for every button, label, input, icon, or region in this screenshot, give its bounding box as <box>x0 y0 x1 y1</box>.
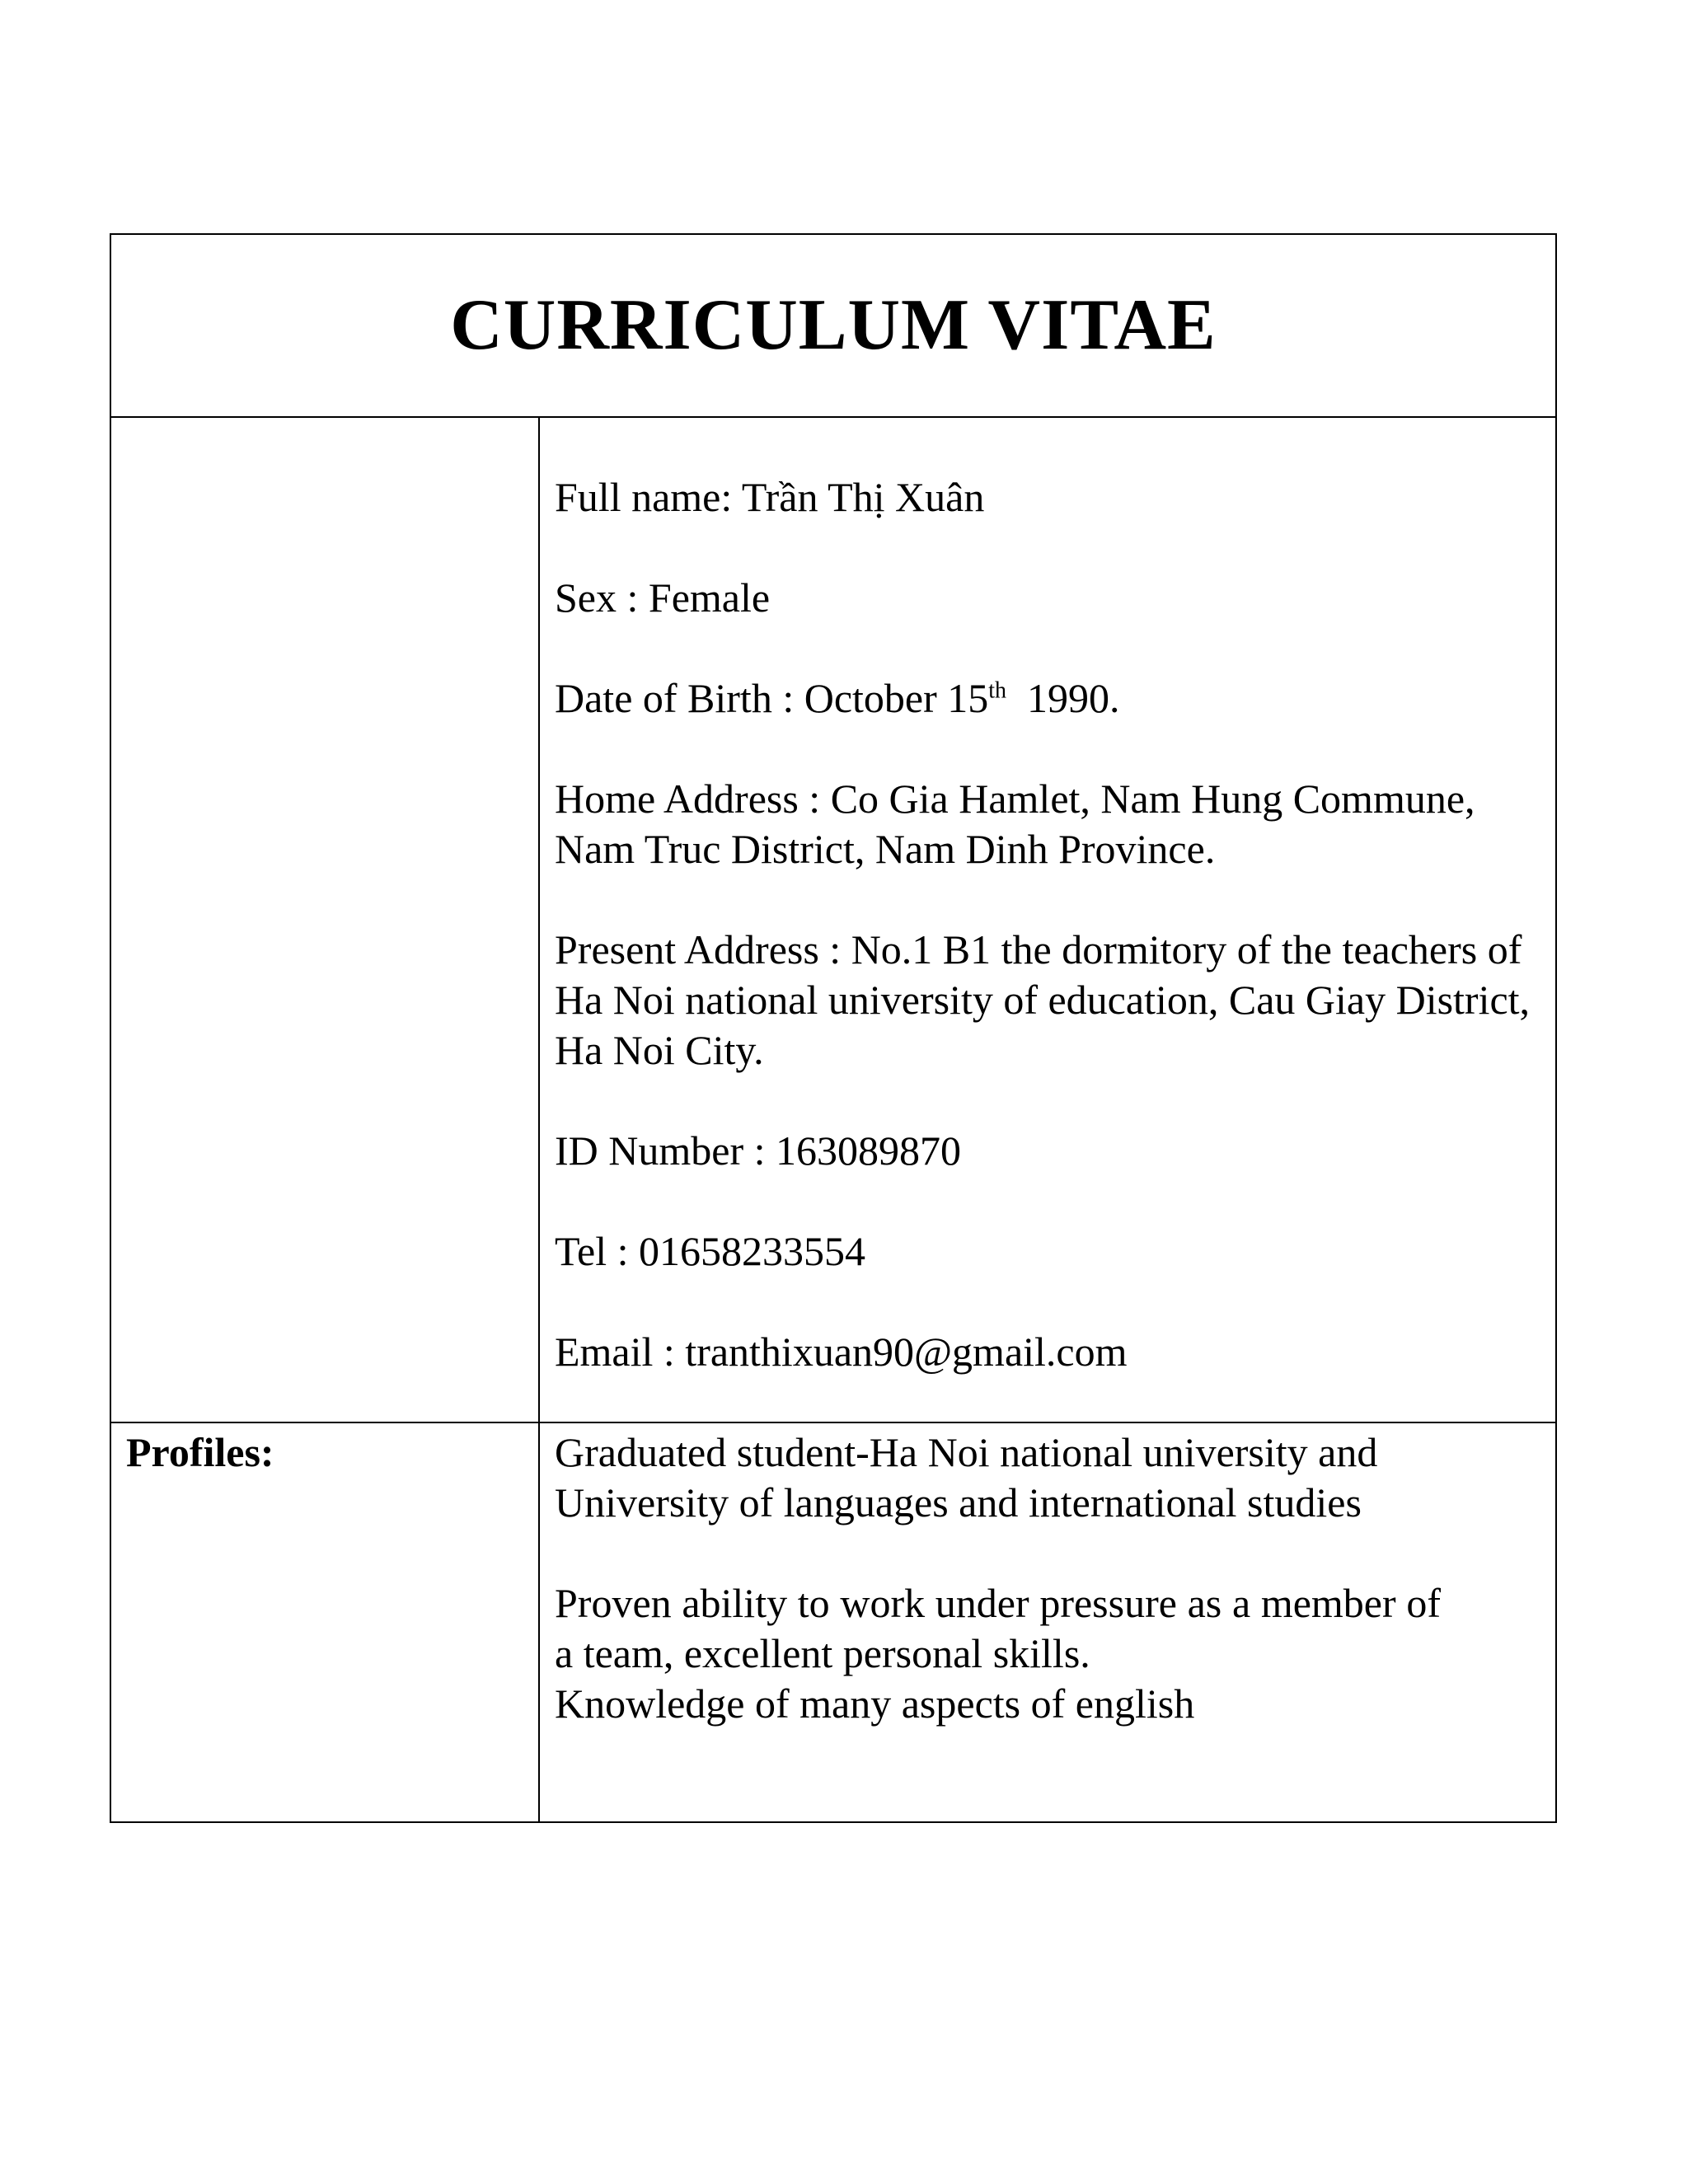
profiles-skills-text: Proven ability to work under pressure as a member of a team, excellent personal skills. <box>555 1580 1441 1676</box>
personal-info-cell <box>555 472 1544 1377</box>
id-number: ID Number : 163089870 <box>555 1127 961 1174</box>
profiles-education: Graduated student-Ha Noi national university and University of languages and international studies <box>555 1429 1378 1526</box>
present-address: Present Address : No.1 B1 the dormitory of the teachers of Ha Noi national university of education, Cau Giay District, Ha Noi City. <box>555 926 1531 1073</box>
sex: Sex : Female <box>555 574 771 621</box>
profiles-label: Profiles: <box>126 1429 274 1475</box>
date-of-birth <box>555 673 1544 724</box>
email: Email : tranthixuan90@gmail.com <box>555 1329 1128 1375</box>
document-title: CURRICULUM VITAE <box>450 285 1217 365</box>
profiles-knowledge: Knowledge of many aspects of english <box>555 1680 1195 1727</box>
home-address: Home Address : Co Gia Hamlet, Nam Hung Commune, Nam Truc District, Nam Dinh Province. <box>555 776 1475 872</box>
profiles-skills <box>555 1578 1552 1729</box>
title-row <box>111 235 1555 418</box>
full-name: Full name: Trần Thị Xuân <box>555 474 985 520</box>
telephone: Tel : 01658233554 <box>555 1228 866 1274</box>
dob-prefix: Date of Birth : October 15 <box>555 675 989 721</box>
profiles-cell <box>555 1427 1552 1729</box>
dob-ordinal: th <box>988 677 1007 704</box>
column-divider <box>538 418 540 1821</box>
cv-table <box>110 233 1557 1823</box>
dob-year: 1990. <box>1006 675 1120 721</box>
row-divider <box>111 1422 1555 1423</box>
